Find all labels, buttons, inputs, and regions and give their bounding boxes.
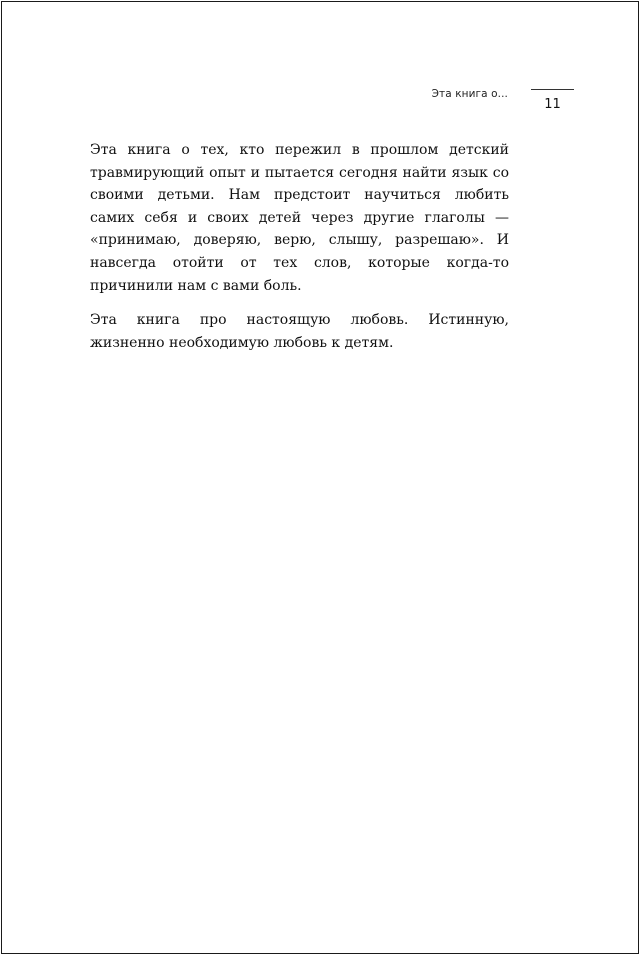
book-page bbox=[1, 1, 639, 954]
running-head: Эта книга о... bbox=[431, 88, 508, 100]
paragraph: Эта книга про настоящую любовь. Истинную, жизненно необходимую любовь к детям. bbox=[90, 312, 509, 351]
paragraph: Эта книга о тех, кто пережил в прошлом детский травмирующий опыт и пытается сегодня найти язык со своими детьми. Нам предстоит научиться любить самих себя и своих детей через другие глаголы — «принимаю, доверяю, верю, слышу, разрешаю». И навсегда отойти от тех слов, которые когда-то причинили нам с вами боль. bbox=[90, 142, 509, 294]
page-number: 11 bbox=[544, 97, 561, 112]
page-number-rule bbox=[531, 89, 574, 90]
body-text bbox=[90, 139, 509, 366]
